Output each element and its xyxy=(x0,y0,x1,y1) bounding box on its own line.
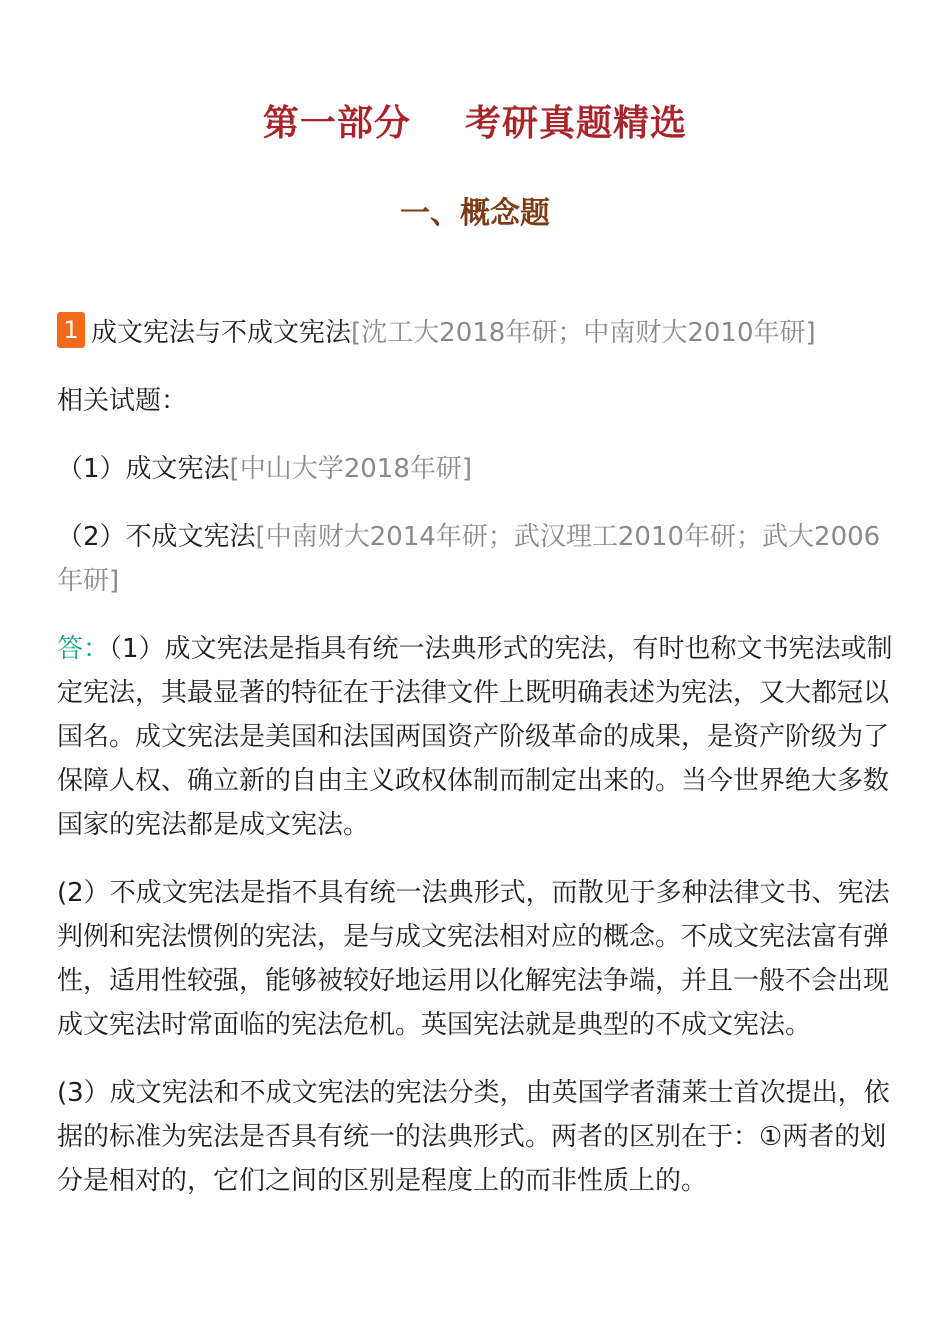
related-item-text: （2）不成文宪法 xyxy=(57,522,256,552)
question-heading xyxy=(57,311,893,355)
question-title: 成文宪法与不成文宪法 xyxy=(91,318,352,348)
related-item-source: [中南财大2014年研；武汉理工2010年研；武大2006年研] xyxy=(57,522,881,596)
related-item-text: （1）成文宪法 xyxy=(57,454,230,484)
related-item xyxy=(57,515,893,603)
related-item xyxy=(57,447,893,491)
related-item-source: [中山大学2018年研] xyxy=(229,454,473,484)
section-title: 一、概念题 xyxy=(400,196,550,231)
content xyxy=(57,311,893,1227)
part-title: 第一部分 考研真题精选 xyxy=(262,103,688,144)
answer-paragraph xyxy=(57,627,893,847)
related-label: 相关试题： xyxy=(57,386,188,416)
answer-text: （1）成文宪法是指具有统一法典形式的宪法，有时也称文书宪法或制定宪法，其最显著的特征在于法律文件上既明确表述为宪法，又大都冠以国名。成文宪法是美国和法国两国资产阶级革命的成果，是资产阶级为了保障人权、确立新的自由主义政权体制而制定出来的。当今世界绝大多数国家的宪法都是成文宪法。 xyxy=(57,634,893,840)
question-source: [沈工大2018年研；中南财大2010年研] xyxy=(351,318,816,348)
answer-label: 答： xyxy=(57,634,110,664)
answer-paragraph: (3）成文宪法和不成文宪法的宪法分类，由英国学者蒲莱士首次提出，依据的标准为宪法是否具有统一的法典形式。两者的区别在于：①两者的划分是相对的，它们之间的区别是程度上的而非性质上的。 xyxy=(57,1078,890,1196)
question-number-badge: 1 xyxy=(57,312,85,348)
answer-paragraph: (2）不成文宪法是指不具有统一法典形式，而散见于多种法律文书、宪法判例和宪法惯例的宪法，是与成文宪法相对应的概念。不成文宪法富有弹性，适用性较强，能够被较好地运用以化解宪法争端，并且一般不会出现成文宪法时常面临的宪法危机。英国宪法就是典型的不成文宪法。 xyxy=(57,878,890,1040)
